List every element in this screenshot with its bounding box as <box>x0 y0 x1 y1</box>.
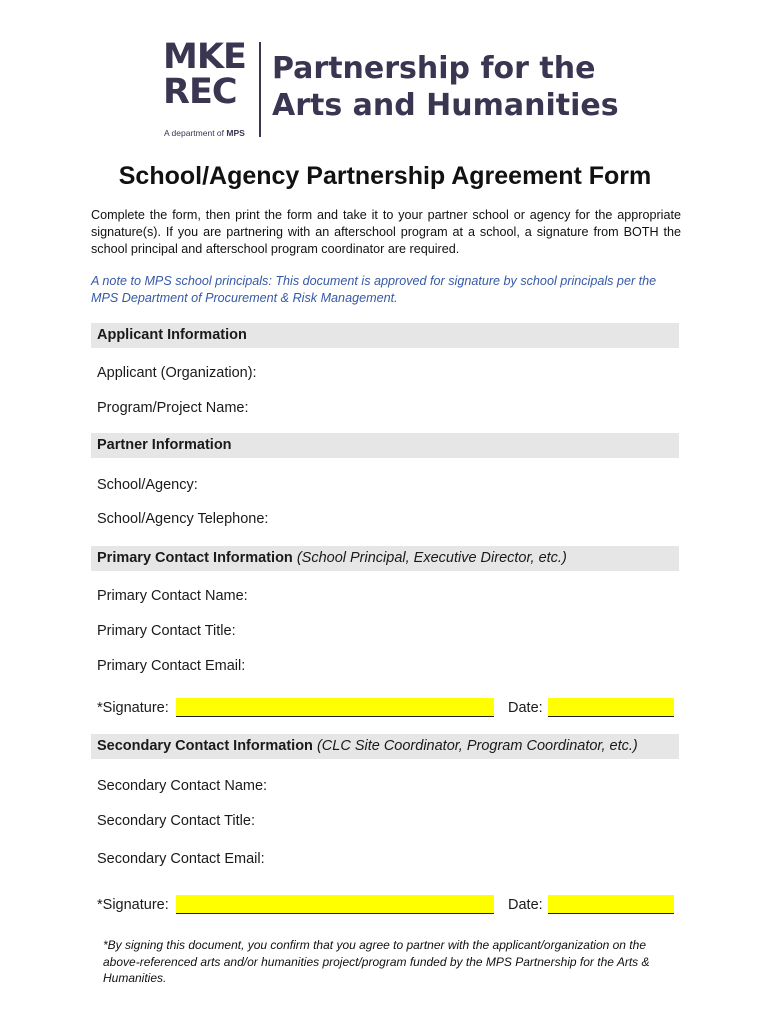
section-title: Partner Information <box>97 437 232 453</box>
section-title <box>97 550 567 566</box>
intro-paragraph: Complete the form, then print the form and take it to your partner school or agency for the appropriate signature(s). If you are partnering with an afterschool program at a school, a signature from BOTH the school principal and afterschool program coordinator are required. <box>91 208 681 256</box>
mke-rec-logo <box>163 37 247 118</box>
secondary-contact-email-field[interactable]: Secondary Contact Email: <box>97 851 265 867</box>
section-title <box>97 738 638 754</box>
org-name <box>272 50 619 124</box>
section-partner <box>91 433 679 458</box>
page-title: School/Agency Partnership Agreement Form <box>118 162 652 190</box>
secondary-contact-title-field[interactable]: Secondary Contact Title: <box>97 813 255 829</box>
primary-contact-title-field[interactable]: Primary Contact Title: <box>97 623 236 639</box>
logo-line-2: REC <box>163 72 237 112</box>
section-applicant <box>91 323 679 348</box>
primary-date-line[interactable] <box>548 698 674 717</box>
primary-contact-name-field[interactable]: Primary Contact Name: <box>97 588 248 604</box>
department-org: MPS <box>226 128 245 138</box>
school-agency-field[interactable]: School/Agency: <box>97 477 198 493</box>
secondary-signature-line[interactable] <box>176 895 494 914</box>
section-secondary-contact <box>91 734 679 759</box>
principal-note: A note to MPS school principals: This document is approved for signature by school principals per the MPS Department of Procurement & Risk Management. <box>91 274 657 305</box>
section-primary-contact <box>91 546 679 571</box>
primary-signature-line[interactable] <box>176 698 494 717</box>
school-agency-telephone-field[interactable]: School/Agency Telephone: <box>97 511 269 527</box>
section-title-text: Primary Contact Information <box>97 550 293 566</box>
org-name-line-1: Partnership for the <box>272 51 596 86</box>
applicant-organization-field[interactable]: Applicant (Organization): <box>97 365 257 381</box>
org-name-line-2: Arts and Humanities <box>272 88 619 123</box>
logo-divider <box>259 42 261 137</box>
secondary-signature-label: *Signature: <box>97 897 169 913</box>
department-prefix: A department of <box>164 128 227 138</box>
primary-date-label: Date: <box>508 700 543 716</box>
logo-line-1: MKE <box>163 37 246 77</box>
section-subtitle: (School Principal, Executive Director, etc.) <box>296 550 567 566</box>
primary-contact-email-field[interactable]: Primary Contact Email: <box>97 658 246 674</box>
signature-footnote: *By signing this document, you confirm that you agree to partner with the applicant/organization on the above-referenced arts and/or humanities project/program funded by the MPS Partnership for the Arts & Humanities. <box>103 938 650 985</box>
department-tagline <box>164 128 245 138</box>
secondary-date-line[interactable] <box>548 895 674 914</box>
section-subtitle: (CLC Site Coordinator, Program Coordinator, etc.) <box>316 738 638 754</box>
section-title: Applicant Information <box>97 327 247 343</box>
secondary-date-label: Date: <box>508 897 543 913</box>
program-project-name-field[interactable]: Program/Project Name: <box>97 400 249 416</box>
section-title-text: Secondary Contact Information <box>97 738 313 754</box>
secondary-contact-name-field[interactable]: Secondary Contact Name: <box>97 778 268 794</box>
primary-signature-label: *Signature: <box>97 700 169 716</box>
